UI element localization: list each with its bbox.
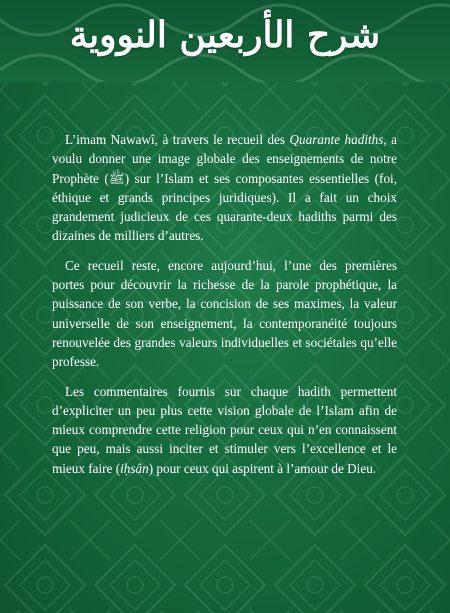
paragraph-3-italic: iḥsân	[120, 460, 149, 476]
paragraph-3-text: Les commentaires fournis sur chaque hadith permettent d’expliciter un peu plus cette vision globale de l’Islam afin de mieux comprendre cette religion pour ceux qui n’en connaissent que peu, mais aussi inciter et stimuler vers l’excellence et le mieux faire (	[52, 383, 397, 476]
paragraph-1-text-end: , a voulu donner une image globale des enseignements de notre Prophète (ﷺ) sur l’Islam et ses composantes essentielles (foi, éthique et grands principes juridiques). Il a fait un choix grandement judicieux de ces quarante-deux hadiths parmi des dizaines de milliers d’autres.	[52, 132, 397, 244]
paragraph-3	[52, 382, 397, 478]
paragraph-1-text: L’imam Nawawî, à travers le recueil des	[65, 132, 290, 147]
cover-text	[52, 130, 397, 478]
paragraph-3-text-end: ) pour ceux qui aspirent à l’amour de Dieu.	[148, 460, 377, 476]
arabic-title: شرح الأربعين النووية	[69, 14, 381, 56]
title-banner	[0, 0, 450, 82]
paragraph-1-italic: Quarante hadiths	[289, 132, 384, 147]
paragraph-1	[52, 130, 397, 246]
paragraph-2	[52, 256, 397, 372]
paragraph-2-text: Ce recueil reste, encore aujourd’hui, l’une des premières portes pour découvrir la richesse de la parole prophétique, la puissance de son verbe, la concision de ses maximes, la valeur universelle de son enseignement, la contemporanéité toujours renouvelée des grandes valeurs individuelles et sociétales qu’elle professe.	[52, 257, 397, 370]
